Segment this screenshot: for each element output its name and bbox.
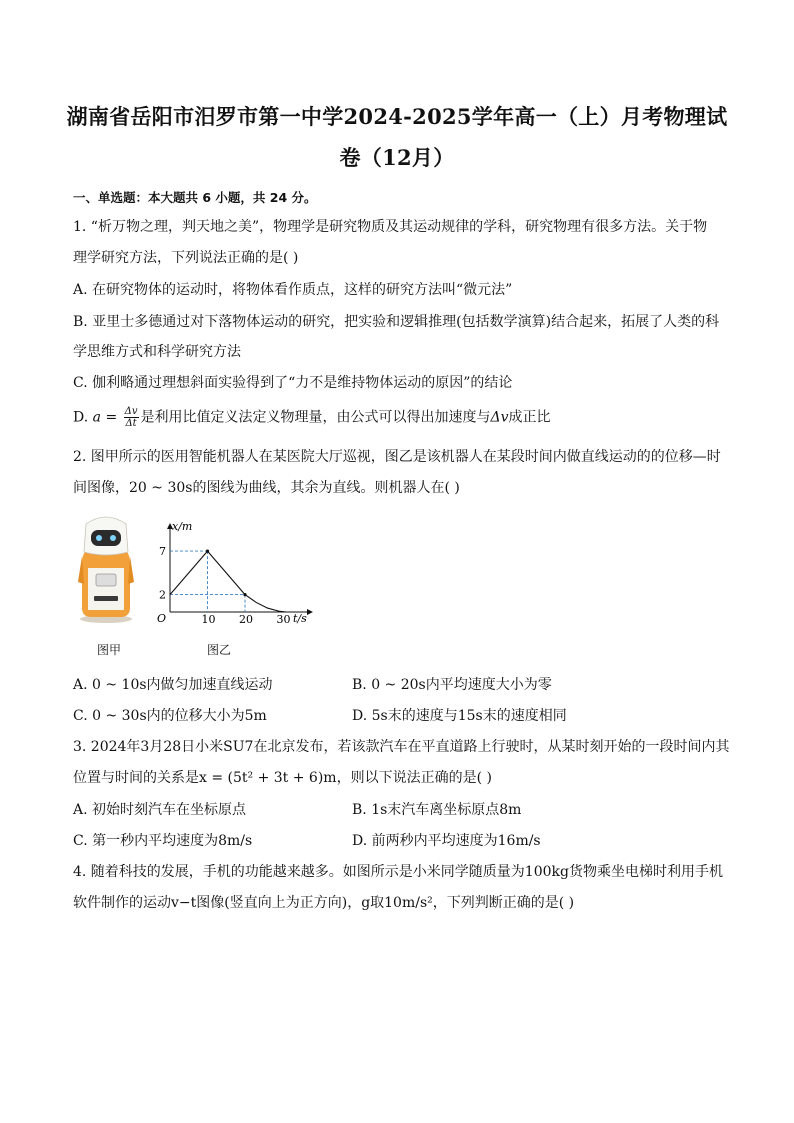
robot-figure [74, 512, 138, 624]
q1-stem-line2: 理学研究方法，下列说法正确的是( ) [73, 250, 299, 266]
caption-figure-a: 图甲 [97, 643, 122, 657]
q1-d-eq: = [101, 409, 122, 426]
x-tick-20: 20 [239, 613, 253, 626]
q4-stem-line1: 4. 随着科技的发展，手机的功能越来越多。如图所示是小米同学随质量为100kg货物乘坐电梯时利用手机 [73, 864, 723, 880]
series-segment-0 [170, 551, 208, 595]
q3-stem-line1: 3. 2024年3月28日小米SU7在北京发布，若该款汽车在平直道路上行驶时，从某时刻开始的一段时间内其 [73, 739, 730, 755]
q2-option-c: C. 0 ~ 30s内的位移大小为5m [73, 708, 267, 724]
q1-option-b-line1: B. 亚里士多德通过对下落物体运动的研究，把实验和逻辑推理(包括数学演算)结合起来，拓展了人类的科 [73, 314, 720, 330]
q1-d-denominator: Δt [125, 418, 137, 429]
robot-screen [96, 574, 116, 586]
exam-title-line1: 湖南省岳阳市汨罗市第一中学2024-2025学年高一（上）月考物理试 [66, 104, 728, 129]
robot-label [94, 596, 118, 601]
origin-label: O [157, 612, 167, 625]
q3-option-b: B. 1s末汽车离坐标原点8m [352, 802, 522, 818]
q1-option-b-line2: 学思维方式和科学研究方法 [73, 344, 241, 360]
series-curve [245, 595, 286, 612]
x-tick-10: 10 [201, 613, 216, 626]
q1-d-dv: Δv [490, 409, 509, 426]
y-tick-2: 2 [159, 588, 166, 602]
caption-figure-b: 图乙 [207, 643, 232, 657]
robot-left-eye [96, 535, 102, 541]
robot-right-eye [110, 535, 116, 541]
q1-option-a: A. 在研究物体的运动时，将物体看作质点，这样的研究方法叫“微元法” [73, 282, 513, 298]
x-tick-30: 30 [276, 613, 291, 626]
q3-stem-line2: 位置与时间的关系是x = (5t² + 3t + 6)m，则以下说法正确的是( ) [73, 770, 492, 786]
q1-d-a: a [92, 409, 101, 426]
section-heading: 一、单选题：本大题共 6 小题，共 24 分。 [73, 190, 317, 205]
q1-d-suffix: 是利用比值定义法定义物理量，由公式可以得出加速度与 [140, 409, 491, 426]
series-segment-1 [208, 551, 246, 595]
q3-option-d: D. 前两秒内平均速度为16m/s [352, 833, 541, 849]
q1-d-prefix: D. [73, 409, 93, 426]
q1-option-c: C. 伽利略通过理想斜面实验得到了“力不是维持物体运动的原因”的结论 [73, 375, 513, 391]
y-axis-label: x/m [172, 520, 193, 533]
q3-option-a: A. 初始时刻汽车在坐标原点 [73, 802, 247, 818]
q1-d-end: 成正比 [508, 409, 551, 426]
q1-d-numerator: Δv [124, 406, 138, 417]
q2-stem-line1: 2. 图甲所示的医用智能机器人在某医院大厅巡视，图乙是该机器人在某段时间内做直线运动的的位移—时 [73, 449, 721, 465]
xt-graph [152, 518, 322, 630]
q1-stem-line1: 1. “析万物之理，判天地之美”，物理学是研究物质及其运动规律的学科，研究物理有很多方法。关于物 [73, 219, 708, 235]
exam-title-line2: 卷（12月） [339, 145, 455, 170]
q4-stem-line2: 软件制作的运动v−t图像(竖直向上为正方向)，g取10m/s²，下列判断正确的是( ) [73, 895, 575, 911]
robot-face [91, 530, 121, 546]
y-tick-7: 7 [159, 545, 166, 559]
q3-option-c: C. 第一秒内平均速度为8m/s [73, 833, 253, 849]
q2-option-a: A. 0 ~ 10s内做匀加速直线运动 [73, 677, 273, 693]
data-point-0 [206, 550, 209, 553]
q2-stem-line2: 间图像，20 ~ 30s的图线为曲线，其余为直线。则机器人在( ) [73, 480, 460, 496]
q1-option-d [73, 406, 551, 429]
data-point-1 [243, 593, 246, 596]
q2-option-d: D. 5s末的速度与15s末的速度相同 [352, 708, 567, 724]
x-axis-label: t/s [293, 612, 307, 625]
q2-option-b: B. 0 ~ 20s内平均速度大小为零 [352, 677, 552, 693]
q1-d-fraction [124, 406, 139, 429]
